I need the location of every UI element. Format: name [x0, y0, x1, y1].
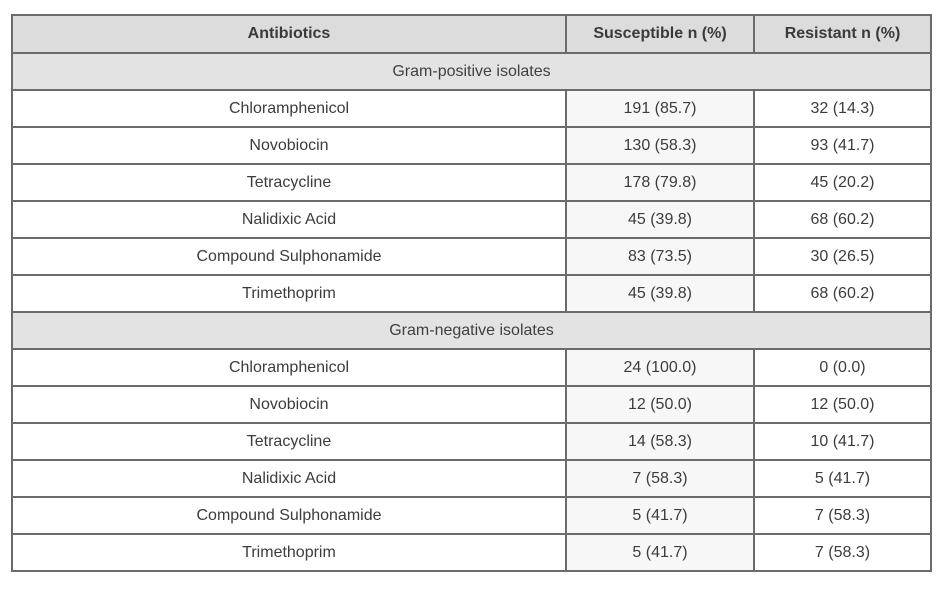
antibiotic-cell: Novobiocin	[12, 386, 566, 423]
antibiotic-cell: Tetracycline	[12, 423, 566, 460]
resistant-cell: 7 (58.3)	[754, 534, 931, 571]
table-row	[12, 423, 931, 460]
header-row	[12, 15, 931, 53]
resistant-cell: 30 (26.5)	[754, 238, 931, 275]
resistant-cell: 5 (41.7)	[754, 460, 931, 497]
resistant-cell: 68 (60.2)	[754, 275, 931, 312]
table-row	[12, 534, 931, 571]
table-container	[11, 14, 930, 572]
susceptible-cell: 45 (39.8)	[566, 201, 754, 238]
header-resistant: Resistant n (%)	[754, 15, 931, 53]
susceptible-cell: 178 (79.8)	[566, 164, 754, 201]
header-susceptible: Susceptible n (%)	[566, 15, 754, 53]
table-row	[12, 386, 931, 423]
susceptible-cell: 7 (58.3)	[566, 460, 754, 497]
table-row	[12, 497, 931, 534]
table-row	[12, 90, 931, 127]
resistant-cell: 12 (50.0)	[754, 386, 931, 423]
antibiotic-cell: Chloramphenicol	[12, 90, 566, 127]
resistant-cell: 93 (41.7)	[754, 127, 931, 164]
susceptible-cell: 5 (41.7)	[566, 534, 754, 571]
susceptible-cell: 14 (58.3)	[566, 423, 754, 460]
susceptible-cell: 130 (58.3)	[566, 127, 754, 164]
table-row	[12, 349, 931, 386]
antibiotic-cell: Nalidixic Acid	[12, 201, 566, 238]
group-header-row	[12, 53, 931, 90]
table-row	[12, 127, 931, 164]
group-header-row	[12, 312, 931, 349]
susceptible-cell: 45 (39.8)	[566, 275, 754, 312]
susceptible-cell: 5 (41.7)	[566, 497, 754, 534]
susceptible-cell: 12 (50.0)	[566, 386, 754, 423]
antibiotic-cell: Chloramphenicol	[12, 349, 566, 386]
group-label: Gram-positive isolates	[12, 53, 931, 90]
resistant-cell: 45 (20.2)	[754, 164, 931, 201]
group-label: Gram-negative isolates	[12, 312, 931, 349]
antibiotic-cell: Compound Sulphonamide	[12, 238, 566, 275]
resistant-cell: 0 (0.0)	[754, 349, 931, 386]
table-row	[12, 164, 931, 201]
table-row	[12, 238, 931, 275]
antibiotic-cell: Nalidixic Acid	[12, 460, 566, 497]
table-row	[12, 201, 931, 238]
antibiotic-cell: Novobiocin	[12, 127, 566, 164]
susceptible-cell: 191 (85.7)	[566, 90, 754, 127]
susceptible-cell: 24 (100.0)	[566, 349, 754, 386]
table-row	[12, 460, 931, 497]
antibiotic-cell: Tetracycline	[12, 164, 566, 201]
susceptible-cell: 83 (73.5)	[566, 238, 754, 275]
table-row	[12, 275, 931, 312]
antibiotic-cell: Trimethoprim	[12, 534, 566, 571]
antibiotic-susceptibility-table	[11, 14, 932, 572]
resistant-cell: 10 (41.7)	[754, 423, 931, 460]
header-antibiotics: Antibiotics	[12, 15, 566, 53]
antibiotic-cell: Trimethoprim	[12, 275, 566, 312]
resistant-cell: 7 (58.3)	[754, 497, 931, 534]
resistant-cell: 68 (60.2)	[754, 201, 931, 238]
antibiotic-cell: Compound Sulphonamide	[12, 497, 566, 534]
resistant-cell: 32 (14.3)	[754, 90, 931, 127]
